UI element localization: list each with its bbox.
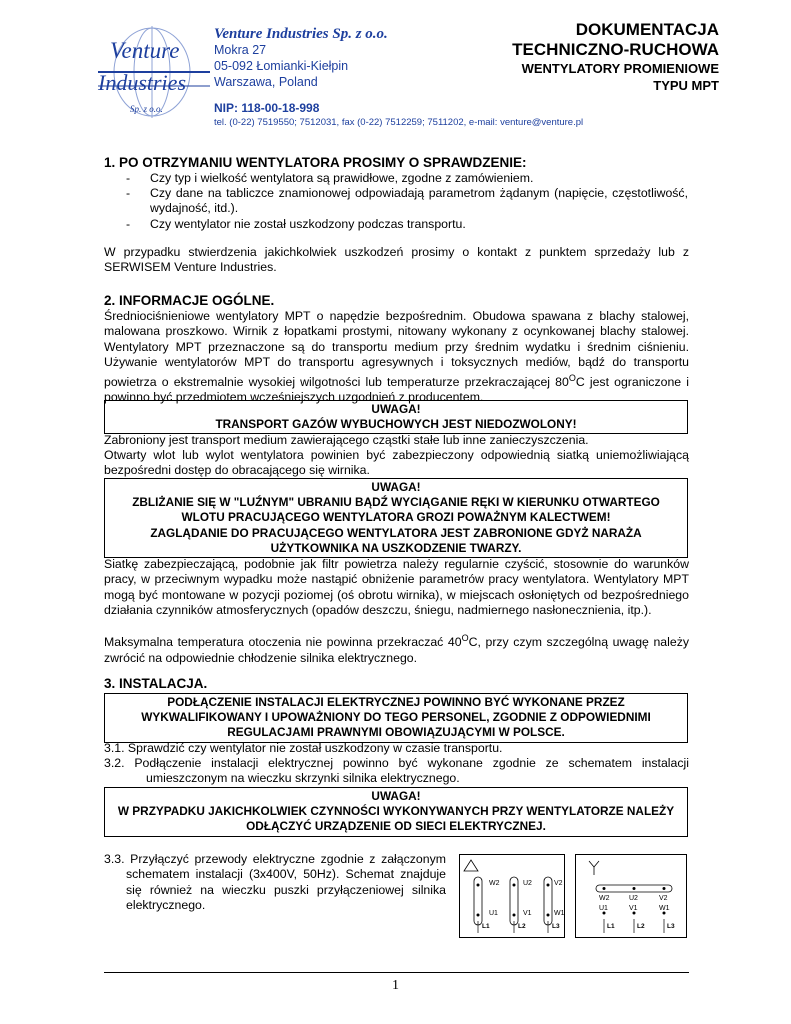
delta-line-l2: L2 (518, 923, 526, 930)
star-label-w2: W2 (599, 895, 610, 902)
section-3-heading: 3. INSTALACJA. (104, 676, 208, 691)
nip-number: NIP: 118-00-18-998 (214, 101, 320, 115)
delta-label-v1: V1 (523, 910, 532, 917)
check-item-2: Czy dane na tabliczce znamionowej odpowiadają parametrom żądanym (napięcie, częstotliwość, wydajność, itd.). (150, 186, 688, 216)
star-line-l1: L1 (607, 923, 615, 930)
star-line-l2: L2 (637, 923, 645, 930)
logo-venture-text: Venture (110, 38, 180, 63)
title-line-1: DOKUMENTACJA (575, 20, 719, 39)
section-1-note: W przypadku stwierdzenia jakichkolwiek uszkodzeń prosimy o kontakt z punktem sprzedaży lub z SERWISEM Venture Industries. (104, 245, 689, 275)
title-line-2: TECHNICZNO-RUCHOWA (512, 40, 719, 59)
delta-label-u2: U2 (523, 880, 532, 887)
star-label-v2: V2 (659, 895, 668, 902)
star-label-u2: U2 (629, 895, 638, 902)
delta-label-w1: W1 (554, 910, 565, 917)
check-item-3: Czy wentylator nie został uszkodzony podczas transportu. (150, 217, 466, 231)
star-line-l3: L3 (667, 923, 675, 930)
section-1-heading: 1. PO OTRZYMANIU WENTYLATORA PROSIMY O SPRAWDZENIE: (104, 155, 527, 170)
star-connection-diagram (575, 854, 687, 938)
install-step-1: 3.1. Sprawdzić czy wentylator nie został uszkodzony w czasie transportu. (104, 741, 503, 755)
company-name: Venture Industries Sp. z o.o. (214, 26, 388, 42)
delta-line-l1: L1 (482, 923, 490, 930)
delta-line-l3: L3 (552, 923, 560, 930)
inlet-protection-paragraph: Otwarty wlot lub wylot wentylatora powinien być zabezpieczony odpowiednią siatką uniemożliwiającą bezpośredni dostęp do obracającego się wirnika. (104, 448, 689, 478)
star-label-u1: U1 (599, 905, 608, 912)
install-step-3: 3.3. Przyłączyć przewody elektryczne zgodnie z załączonym schematem instalacji (3x400V, 50Hz). Schemat znajduje się również na wieczku puszki przyłączeniowej silnika elektrycznego. (104, 852, 446, 913)
document-title (512, 20, 719, 94)
logo-industries-text: Industries (98, 70, 186, 95)
delta-label-w2: W2 (489, 880, 500, 887)
general-info-paragraph: Średniociśnieniowe wentylatory MPT o napędzie bezpośrednim. Obudowa spawana z blachy stalowej, malowana proszkowo. Wirnik z łopatkami prostymi, nitowany wykonany z ocynkowanej blachy stalowej. Wentylatory MPT przeznaczone są do transportu medium przy średnim wydatku i średnim ciśnieniu. Używanie wentylatorów MPT do transportu agresywnych i toksycznych mediów, bądź do transportu powietrza o ekstremalnie wysokiej wilgotności lub temperaturze przekraczającej $80^OC$ jest ograniczone i powinno być przedmiotem wcześniejszych uzgodnień z producentem. (104, 309, 689, 405)
subtitle-line-2: TYPU MPT (653, 78, 719, 93)
max-temperature-paragraph: Maksymalna temperatura otoczenia nie powinna przekraczać $40^OC$, przy czym szczególną uwagę należy zwrócić na odpowiednie chłodzenie silnika elektrycznego. (104, 633, 689, 665)
section-2-heading: 2. INFORMACJE OGÓLNE. (104, 293, 275, 308)
address-line-3: Warszawa, Poland (214, 75, 318, 89)
delta-connection-diagram (459, 854, 565, 938)
warning-box-disconnect: UWAGA! W PRZYPADKU JAKICHKOLWIEK CZYNNOŚCI WYKONYWANYCH PRZY WENTYLATORZE NALEŻY ODŁĄCZYĆ URZĄDZENIE OD SIECI ELEKTRYCZNEJ. (104, 787, 688, 837)
check-item-1: Czy typ i wielkość wentylatora są prawidłowe, zgodne z zamówieniem. (150, 171, 534, 185)
page-number: 1 (392, 978, 399, 993)
star-label-w1: W1 (659, 905, 670, 912)
subtitle-line-1: WENTYLATORY PROMIENIOWE (521, 61, 719, 76)
delta-symbol-icon (460, 855, 566, 939)
star-label-v1: V1 (629, 905, 638, 912)
solid-particles-paragraph: Zabroniony jest transport medium zawierającego cząstki stałe lub inne zanieczyszczenia. (104, 433, 589, 447)
address-line-2: 05-092 Łomianki-Kiełpin (214, 59, 349, 73)
company-logo (98, 24, 210, 124)
footer-rule (104, 972, 689, 973)
warning-box-clothing: UWAGA! ZBLIŻANIE SIĘ W "LUŹNYM" UBRANIU BĄDŹ WYCIĄGANIE RĘKI W KIERUNKU OTWARTEGO WLOTU PRACUJĄCEGO WENTYLATORA GROZI POWAŻNYM KALECTWEM! ZAGLĄDANIE DO PRACUJĄCEGO WENTYLATORA JEST ZABRONIONE GDYŻ NARAŻA UŻYTKOWNIKA NA USZKODZENIE TWARZY. (104, 478, 688, 558)
mesh-cleaning-paragraph: Siatkę zabezpieczającą, podobnie jak filtr powietrza należy regularnie czyścić, stosownie do warunków pracy, w przeciwnym wypadku może nastąpić obniżenie parametrów pracy wentylatora. Wentylatory MPT mogą być montowane w pozycji poziomej (oś obrotu wirnika), w miejscach osłoniętych od bezpośredniego działania czynników atmosferycznych (opadów deszczu, śniegu, nadmiernego nasłonecznienia, itp.). (104, 557, 689, 618)
address-line-1: Mokra 27 (214, 43, 267, 57)
delta-label-v2: V2 (554, 880, 563, 887)
warning-box-electrical: PODŁĄCZENIE INSTALACJI ELEKTRYCZNEJ POWINNO BYĆ WYKONANE PRZEZ WYKWALIFIKOWANY I UPOWAŻNIONY DO TEGO PERSONEL, ZGODNIE Z ODPOWIEDNIMI REGULACJAMI PRAWNYMI OBOWIĄZUJĄCYMI W POLSCE. (104, 693, 688, 743)
logo-sp-text: Sp. z o.o. (130, 104, 163, 114)
warning-box-explosive: UWAGA! TRANSPORT GAZÓW WYBUCHOWYCH JEST NIEDOZWOLONY! (104, 400, 688, 434)
contact-line: tel. (0-22) 7519550; 7512031, fax (0-22) 7512259; 7511202, e-mail: venture@venture.pl (214, 117, 584, 128)
install-step-2: 3.2. Podłączenie instalacji elektrycznej powinno być wykonane zgodnie ze schematem instalacji umieszczonym na wieczku skrzynki silnika elektrycznego. (104, 756, 689, 786)
delta-label-u1: U1 (489, 910, 498, 917)
